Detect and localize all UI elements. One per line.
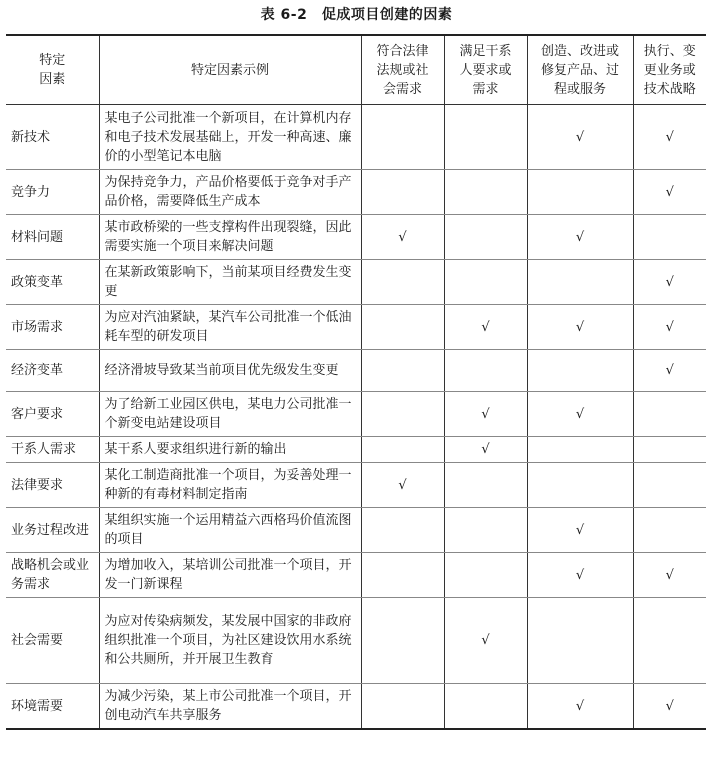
example-cell: 某干系人要求组织进行新的输出 xyxy=(99,437,361,463)
check-mark-cell: √ xyxy=(633,260,706,305)
table-row xyxy=(6,260,706,305)
check-mark-cell: √ xyxy=(444,437,527,463)
factor-cell: 材料问题 xyxy=(6,215,99,260)
empty-mark-cell xyxy=(444,105,527,170)
check-mark-cell: √ xyxy=(633,170,706,215)
table-caption: 表 6-2 促成项目创建的因素 xyxy=(260,7,453,23)
empty-mark-cell xyxy=(444,170,527,215)
example-cell: 为应对传染病频发，某发展中国家的非政府组织批准一个项目，为社区建设饮用水系统和公共厕所，并开展卫生教育 xyxy=(99,598,361,684)
example-cell: 为保持竞争力，产品价格要低于竞争对手产品价格，需要降低生产成本 xyxy=(99,170,361,215)
check-mark-cell: √ xyxy=(633,553,706,598)
empty-mark-cell xyxy=(633,437,706,463)
empty-mark-cell xyxy=(361,508,444,553)
example-cell: 经济滑坡导致某当前项目优先级发生变更 xyxy=(99,350,361,392)
empty-mark-cell xyxy=(444,463,527,508)
empty-mark-cell xyxy=(527,170,633,215)
col-header-legal-social: 符合法律 法规或社 会需求 xyxy=(361,35,444,105)
example-cell: 某电子公司批准一个新项目，在计算机内存和电子技术发展基础上，开发一种高速、廉价的小型笔记本电脑 xyxy=(99,105,361,170)
col-header-example: 特定因素示例 xyxy=(99,35,361,105)
empty-mark-cell xyxy=(633,508,706,553)
factor-cell: 环境需要 xyxy=(6,684,99,730)
check-mark-cell: √ xyxy=(633,305,706,350)
empty-mark-cell xyxy=(633,392,706,437)
example-cell: 某市政桥梁的一些支撑构件出现裂缝，因此需要实施一个项目来解决问题 xyxy=(99,215,361,260)
empty-mark-cell xyxy=(444,553,527,598)
empty-mark-cell xyxy=(527,260,633,305)
example-cell: 在某新政策影响下，当前某项目经费发生变更 xyxy=(99,260,361,305)
empty-mark-cell xyxy=(361,350,444,392)
check-mark-cell: √ xyxy=(633,105,706,170)
empty-mark-cell xyxy=(361,170,444,215)
example-cell: 为增加收入，某培训公司批准一个项目，开发一门新课程 xyxy=(99,553,361,598)
empty-mark-cell xyxy=(633,215,706,260)
empty-mark-cell xyxy=(361,598,444,684)
check-mark-cell: √ xyxy=(527,392,633,437)
table-row xyxy=(6,170,706,215)
col-header-product-process: 创造、改进或 修复产品、过 程或服务 xyxy=(527,35,633,105)
check-mark-cell: √ xyxy=(361,215,444,260)
table-row xyxy=(6,350,706,392)
factor-cell: 社会需要 xyxy=(6,598,99,684)
example-cell: 为了给新工业园区供电，某电力公司批准一个新变电站建设项目 xyxy=(99,392,361,437)
empty-mark-cell xyxy=(361,260,444,305)
empty-mark-cell xyxy=(527,350,633,392)
factor-cell: 战略机会或业务需求 xyxy=(6,553,99,598)
empty-mark-cell xyxy=(361,392,444,437)
check-mark-cell: √ xyxy=(444,392,527,437)
factor-cell: 市场需求 xyxy=(6,305,99,350)
example-cell: 为减少污染，某上市公司批准一个项目，开创电动汽车共享服务 xyxy=(99,684,361,730)
col-header-strategy: 执行、变 更业务或 技术战略 xyxy=(633,35,706,105)
empty-mark-cell xyxy=(444,684,527,730)
table-row xyxy=(6,463,706,508)
empty-mark-cell xyxy=(444,508,527,553)
factor-cell: 客户要求 xyxy=(6,392,99,437)
table-row xyxy=(6,684,706,730)
table-row xyxy=(6,508,706,553)
check-mark-cell: √ xyxy=(527,553,633,598)
col-header-stakeholder: 满足干系 人要求或 需求 xyxy=(444,35,527,105)
empty-mark-cell xyxy=(527,437,633,463)
empty-mark-cell xyxy=(527,598,633,684)
col-header-factor: 特定 因素 xyxy=(6,35,99,105)
empty-mark-cell xyxy=(361,305,444,350)
factor-cell: 经济变革 xyxy=(6,350,99,392)
factor-cell: 法律要求 xyxy=(6,463,99,508)
table-row xyxy=(6,392,706,437)
example-cell: 为应对汽油紧缺，某汽车公司批准一个低油耗车型的研发项目 xyxy=(99,305,361,350)
factor-cell: 业务过程改进 xyxy=(6,508,99,553)
check-mark-cell: √ xyxy=(527,105,633,170)
check-mark-cell: √ xyxy=(527,508,633,553)
check-mark-cell: √ xyxy=(527,215,633,260)
factors-table xyxy=(6,34,706,730)
header-row xyxy=(6,35,706,105)
table-row xyxy=(6,105,706,170)
empty-mark-cell xyxy=(633,463,706,508)
table-row xyxy=(6,553,706,598)
example-cell: 某化工制造商批准一个项目，为妥善处理一种新的有毒材料制定指南 xyxy=(99,463,361,508)
empty-mark-cell xyxy=(444,350,527,392)
table-row xyxy=(6,305,706,350)
example-cell: 某组织实施一个运用精益六西格玛价值流图的项目 xyxy=(99,508,361,553)
empty-mark-cell xyxy=(361,684,444,730)
empty-mark-cell xyxy=(633,598,706,684)
empty-mark-cell xyxy=(527,463,633,508)
check-mark-cell: √ xyxy=(633,350,706,392)
factor-cell: 干系人需求 xyxy=(6,437,99,463)
empty-mark-cell xyxy=(361,553,444,598)
empty-mark-cell xyxy=(361,105,444,170)
check-mark-cell: √ xyxy=(527,684,633,730)
check-mark-cell: √ xyxy=(361,463,444,508)
table-body xyxy=(6,105,706,730)
factor-cell: 新技术 xyxy=(6,105,99,170)
factor-cell: 政策变革 xyxy=(6,260,99,305)
empty-mark-cell xyxy=(444,215,527,260)
check-mark-cell: √ xyxy=(444,598,527,684)
check-mark-cell: √ xyxy=(444,305,527,350)
factor-cell: 竞争力 xyxy=(6,170,99,215)
empty-mark-cell xyxy=(444,260,527,305)
empty-mark-cell xyxy=(361,437,444,463)
table-row xyxy=(6,437,706,463)
table-row xyxy=(6,598,706,684)
check-mark-cell: √ xyxy=(527,305,633,350)
check-mark-cell: √ xyxy=(633,684,706,730)
table-row xyxy=(6,215,706,260)
